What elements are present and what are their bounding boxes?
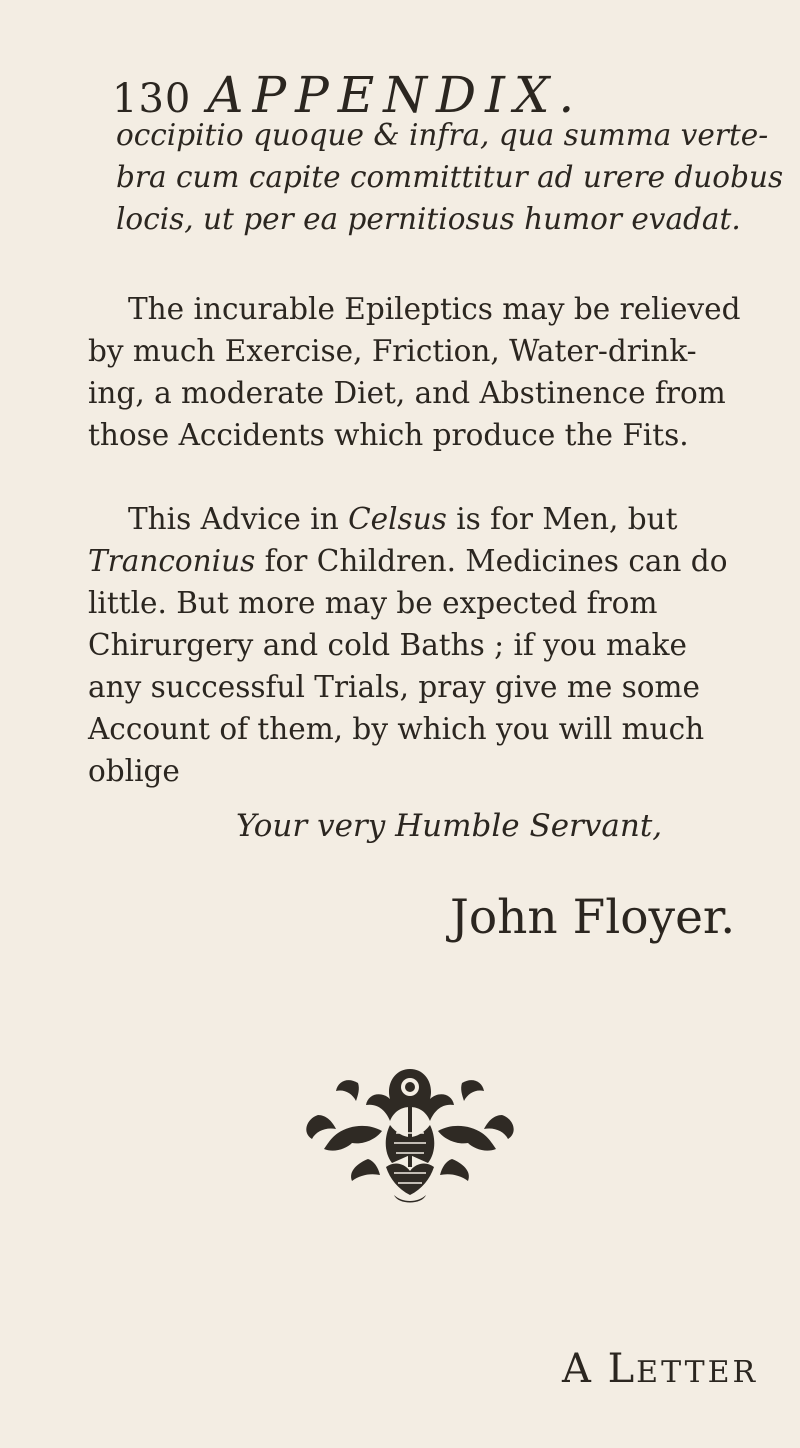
text-segment: is for Men, but [446,502,678,536]
catchword-rest: ETTER [636,1355,759,1390]
closing-salutation: Your very Humble Servant, [236,808,663,844]
page-number: 130 [112,76,192,122]
latin-passage [116,114,784,240]
latin-line: locis, ut per ea pernitiosus humor evadat. [116,202,741,236]
text-line [88,540,778,582]
paragraph-epileptics [88,288,778,456]
paragraph-advice [88,498,778,792]
author-name-celsus: Celsus [348,502,447,536]
catchword [562,1346,758,1392]
text-line: Account of them, by which you will much [88,712,705,746]
author-name-tranconius: Tranconius [88,544,256,578]
text-line: those Accidents which produce the Fits. [88,418,689,452]
text-line: little. But more may be expected from [88,586,658,620]
catchword-initial: A L [562,1346,637,1392]
latin-line: occipitio quoque & infra, qua summa verte- [116,118,769,152]
text-line: The incurable Epileptics may be relieved [128,292,741,326]
text-line: Chirurgery and cold Baths ; if you make [88,628,687,662]
text-segment: for Children. Medicines can do [255,544,728,578]
text-segment: This Advice in [128,502,349,536]
text-line [88,498,778,540]
text-line: ing, a moderate Diet, and Abstinence from [88,376,726,410]
text-line: by much Exercise, Friction, Water-drink- [88,334,697,368]
running-head: APPENDIX. [207,66,584,124]
text-line: any successful Trials, pray give me some [88,670,700,704]
text-line: oblige [88,754,180,788]
signature: John Floyer. [450,890,736,945]
floral-tailpiece-icon [298,1063,522,1209]
latin-line: bra cum capite committitur ad urere duobus [116,160,784,194]
